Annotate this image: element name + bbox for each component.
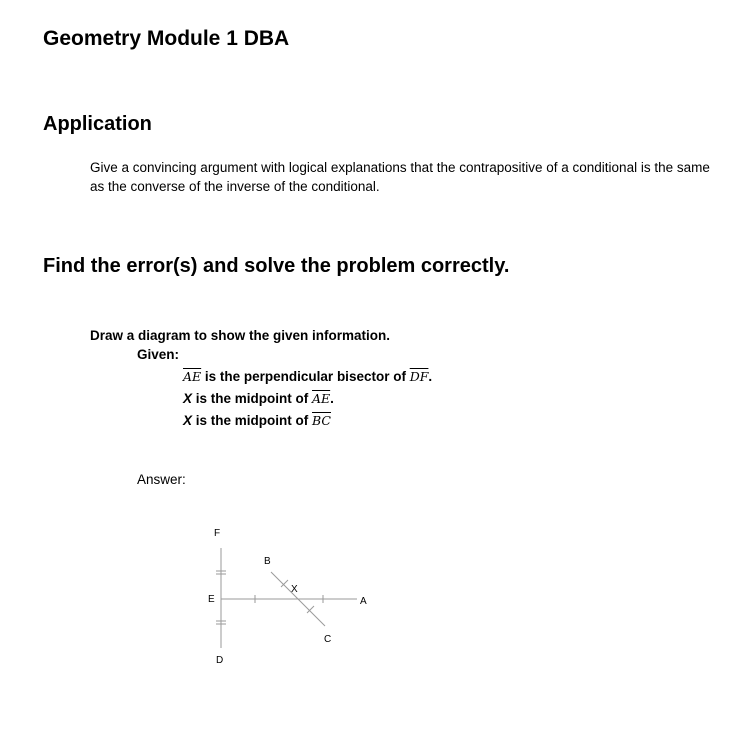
given-label: Given: [137, 347, 180, 362]
label-a: A [360, 596, 367, 607]
segment-ae: $\overline{AE}$ [183, 369, 202, 384]
given-2-text: is the midpoint of [192, 391, 313, 406]
given-statement-3 [183, 413, 331, 428]
label-d: D [216, 655, 224, 666]
label-b: B [264, 556, 271, 567]
label-e: E [208, 594, 215, 605]
segment-ae: $\overline{AE}$ [312, 391, 331, 406]
application-prompt: Give a convincing argument with logical explanations that the contrapositive of a conditional is the same as the converse of the inverse of the conditional. [90, 160, 710, 194]
given-2-end: . [330, 391, 334, 406]
variable-x: X [183, 391, 193, 406]
label-x: X [291, 584, 298, 595]
variable-x: X [183, 413, 193, 428]
application-heading: Application [43, 113, 152, 135]
given-statement-2 [183, 391, 334, 406]
given-statement-1 [183, 369, 432, 384]
geometry-diagram [195, 520, 385, 670]
given-1-end: . [428, 369, 433, 384]
given-3-text: is the midpoint of [192, 413, 313, 428]
document-title: Geometry Module 1 DBA [43, 27, 290, 50]
given-1-text: is the perpendicular bisector of [201, 369, 410, 384]
segment-bc: $\overline{BC}$ [312, 413, 331, 428]
find-error-heading: Find the error(s) and solve the problem correctly. [43, 255, 510, 277]
problem-instruction: Draw a diagram to show the given information. [90, 328, 391, 343]
answer-label: Answer: [137, 472, 186, 487]
segment-df: $\overline{DF}$ [409, 369, 429, 384]
label-f: F [214, 528, 221, 539]
label-c: C [324, 634, 332, 645]
